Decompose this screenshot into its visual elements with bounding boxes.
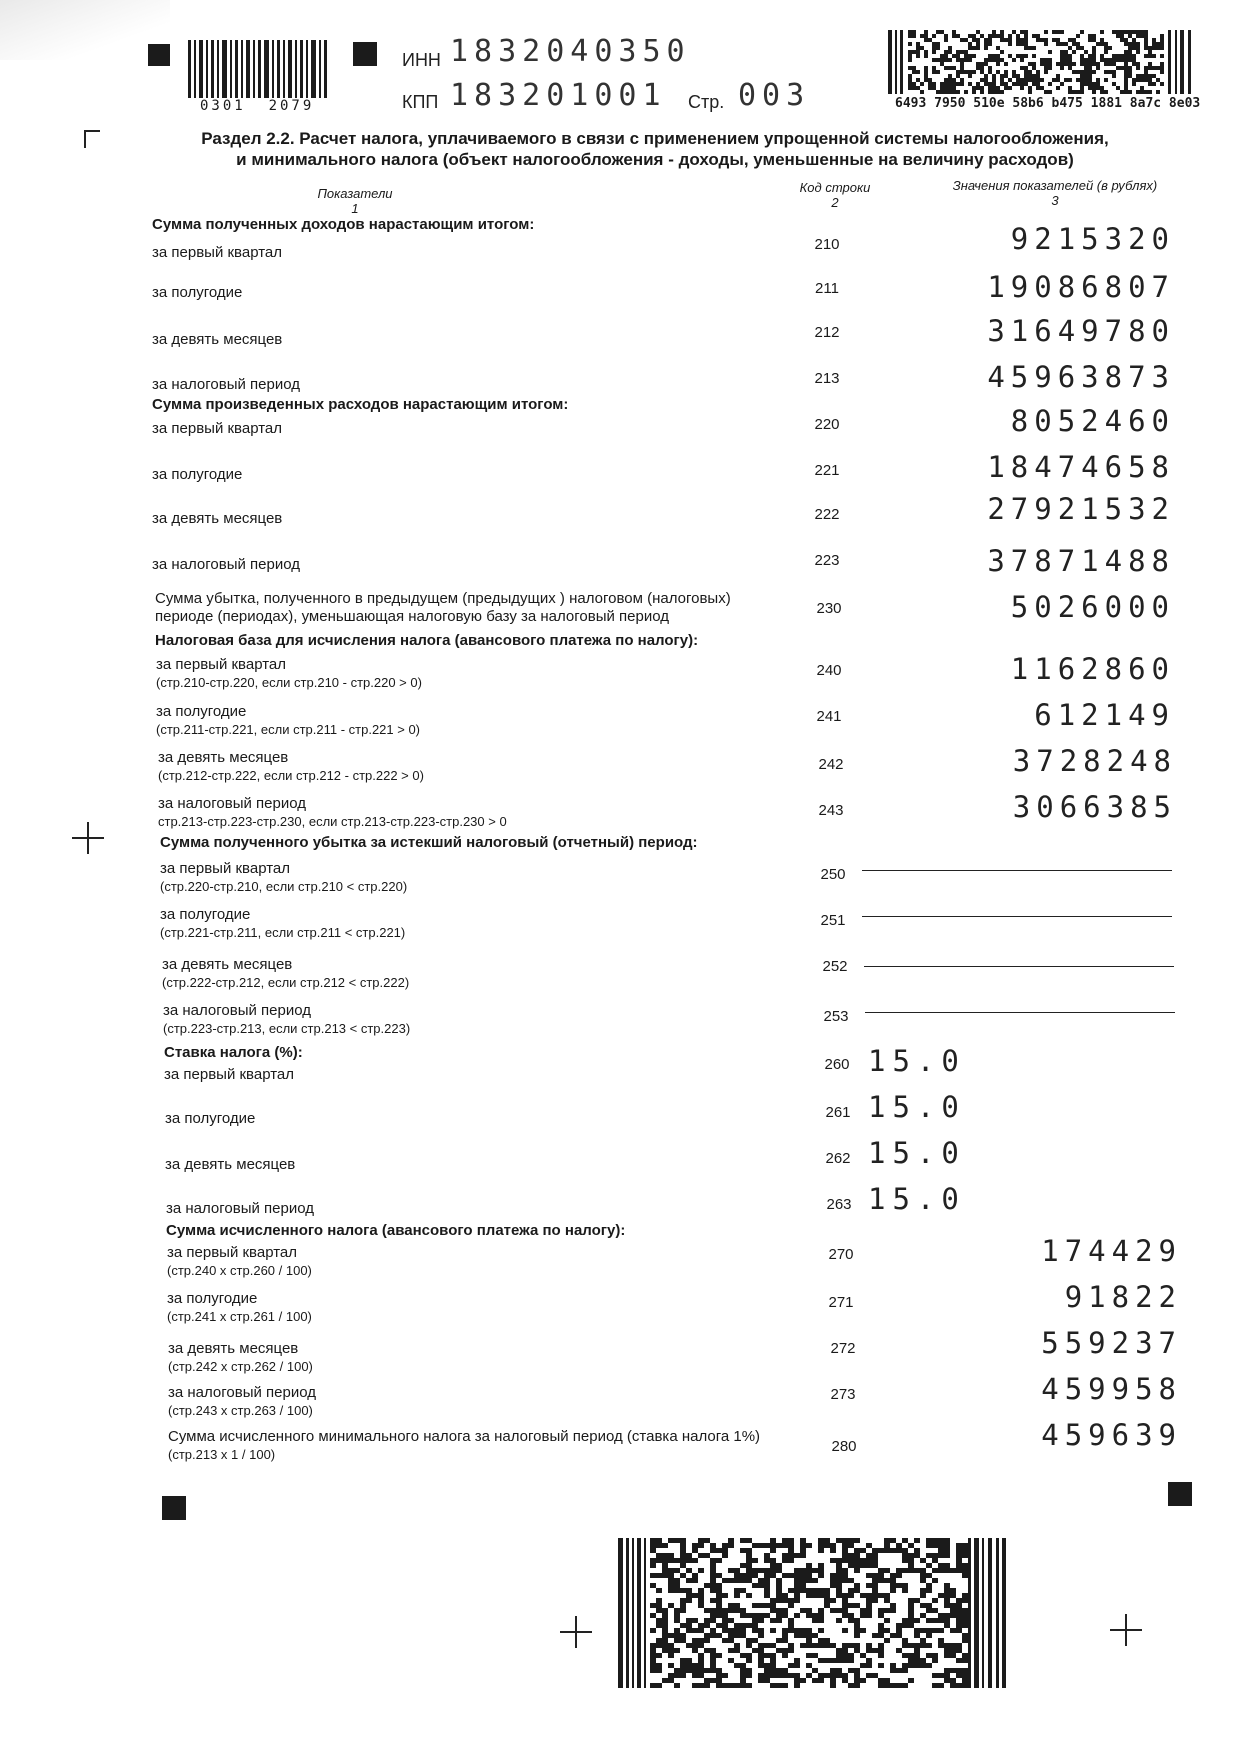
row-271-code: 271: [828, 1294, 854, 1311]
row-270-title: за первый квартал: [167, 1244, 298, 1261]
row-230-value: 5026000: [1010, 590, 1175, 624]
barcode-number: 0301 2079: [200, 98, 315, 114]
row-230-label: [155, 590, 731, 626]
row-221-label: за полугодие: [152, 466, 243, 483]
row-273-code: 273: [830, 1386, 856, 1403]
row-241-value: 612149: [1034, 698, 1175, 732]
row-280-code: 280: [831, 1438, 857, 1455]
document-hash: 6493 7950 510e 58b6 b475 1881 8a7c 8e03: [895, 96, 1201, 111]
row-253-empty-line: [865, 1012, 1175, 1013]
row-241-code: 241: [816, 708, 842, 725]
row-220-label: за первый квартал: [152, 420, 283, 437]
row-243-title: за налоговый период: [158, 795, 307, 812]
row-243-formula: стр.213-стр.223-стр.230, если стр.213-стр.223-стр.230 > 0: [158, 814, 507, 829]
row-251-empty-line: [862, 916, 1172, 917]
row-272-title: за девять месяцев: [168, 1340, 299, 1357]
row-243-code: 243: [818, 802, 844, 819]
row-252-label: [162, 956, 409, 992]
row-250-title: за первый квартал: [160, 860, 291, 877]
row-223-code: 223: [814, 552, 840, 569]
row-243-label: [158, 795, 507, 831]
kpp-label: КПП: [402, 92, 439, 112]
row-260-label: за первый квартал: [164, 1066, 295, 1083]
row-273-formula: (стр.243 х стр.263 / 100): [168, 1403, 313, 1418]
row-271-label: [167, 1290, 312, 1326]
row-250-code: 250: [820, 866, 846, 883]
row-220-value: 8052460: [1010, 404, 1175, 438]
row-242-value: 3728248: [1012, 744, 1177, 778]
row-263-code: 263: [826, 1196, 852, 1213]
marker-square-top-left: [148, 44, 170, 66]
row-280-formula: (стр.213 х 1 / 100): [168, 1447, 276, 1462]
row-212-value: 31649780: [987, 314, 1175, 348]
row-240-code: 240: [816, 662, 842, 679]
section-title: [160, 128, 1150, 170]
scan-fold: [0, 0, 170, 60]
row-223-value: 37871488: [987, 544, 1175, 578]
row-222-code: 222: [814, 506, 840, 523]
barcode-2d-top: [888, 30, 1194, 94]
row-272-label: [168, 1340, 313, 1376]
row-252-empty-line: [864, 966, 1174, 967]
row-260-code: 260: [824, 1056, 850, 1073]
row-211-label: за полугодие: [152, 284, 243, 301]
row-240-label: [156, 656, 422, 692]
row-270-code: 270: [828, 1246, 854, 1263]
section-title-line2: и минимального налога (объект налогообложения - доходы, уменьшенные на величину расходов): [236, 150, 1074, 169]
column-header-code-num: 2: [831, 195, 839, 210]
row-230-code: 230: [816, 600, 842, 617]
kpp-value: 183201001: [450, 78, 667, 113]
row-241-formula: (стр.211-стр.221, если стр.211 - стр.221 > 0): [156, 722, 421, 737]
row-221-code: 221: [814, 462, 840, 479]
row-212-code: 212: [814, 324, 840, 341]
row-242-label: [158, 749, 424, 785]
column-header-indicators: [280, 186, 430, 216]
marker-square-bottom-left: [162, 1496, 186, 1520]
section-tax-rate: Ставка налога (%):: [164, 1044, 303, 1061]
row-210-code: 210: [814, 236, 840, 253]
row-270-formula: (стр.240 х стр.260 / 100): [167, 1263, 312, 1278]
row-280-value: 459639: [1041, 1418, 1182, 1452]
row-210-value: 9215320: [1010, 222, 1175, 256]
row-222-value: 27921532: [987, 492, 1175, 526]
section-title-line1: Раздел 2.2. Расчет налога, уплачиваемого в связи с применением упрощенной системы налогообложения,: [201, 129, 1109, 148]
row-223-label: за налоговый период: [152, 556, 301, 573]
row-261-code: 261: [825, 1104, 851, 1121]
registration-cross-bottom-left: [560, 1616, 592, 1648]
row-273-value: 459958: [1041, 1372, 1182, 1406]
row-271-title: за полугодие: [167, 1290, 258, 1307]
inn-value: 1832040350: [450, 34, 691, 69]
row-251-label: [160, 906, 405, 942]
section-expenses: Сумма произведенных расходов нарастающим итогом:: [152, 396, 569, 413]
row-230-text-line1: Сумма убытка, полученного в предыдущем (предыдущих ) налоговом (налоговых): [155, 590, 731, 607]
row-242-formula: (стр.212-стр.222, если стр.212 - стр.222 > 0): [158, 768, 424, 783]
section-calculated-tax: Сумма исчисленного налога (авансового платежа по налогу):: [166, 1222, 626, 1239]
row-253-title: за налоговый период: [163, 1002, 312, 1019]
row-221-value: 18474658: [987, 450, 1175, 484]
page-value: 003: [738, 78, 811, 113]
row-241-title: за полугодие: [156, 703, 247, 720]
row-213-value: 45963873: [987, 360, 1175, 394]
row-271-formula: (стр.241 х стр.261 / 100): [167, 1309, 312, 1324]
row-251-formula: (стр.221-стр.211, если стр.211 < стр.221): [160, 925, 406, 940]
marker-square-top-mid: [353, 42, 377, 66]
page-label: Стр.: [688, 92, 725, 112]
column-header-indicators-num: 1: [351, 201, 359, 216]
row-261-label: за полугодие: [165, 1110, 256, 1127]
row-243-value: 3066385: [1012, 790, 1177, 824]
column-header-values-label: Значения показателей (в рублях): [952, 178, 1158, 193]
row-211-value: 19086807: [987, 270, 1175, 304]
column-header-values-num: 3: [1051, 193, 1059, 208]
row-271-value: 91822: [1064, 1280, 1182, 1314]
row-252-formula: (стр.222-стр.212, если стр.212 < стр.222): [162, 975, 410, 990]
row-280-text: Сумма исчисленного минимального налога за налоговый период (ставка налога 1%): [168, 1428, 761, 1445]
row-262-label: за девять месяцев: [165, 1156, 296, 1173]
row-272-value: 559237: [1041, 1326, 1182, 1360]
column-header-values: [920, 178, 1190, 208]
row-262-value: 15.0: [868, 1136, 966, 1170]
marker-square-bottom-right: [1168, 1482, 1192, 1506]
row-240-formula: (стр.210-стр.220, если стр.210 - стр.220 > 0): [156, 675, 422, 690]
barcode-2d-bottom: [618, 1538, 1006, 1688]
row-273-title: за налоговый период: [168, 1384, 317, 1401]
row-213-label: за налоговый период: [152, 376, 301, 393]
row-230-text-line2: периоде (периодах), уменьшающая налоговую базу за налоговый период: [155, 608, 669, 625]
registration-cross-bottom-right: [1110, 1614, 1142, 1646]
row-260-value: 15.0: [868, 1044, 966, 1078]
row-251-code: 251: [820, 912, 846, 929]
row-211-code: 211: [815, 280, 839, 297]
section-tax-base: Налоговая база для исчисления налога (авансового платежа по налогу):: [155, 632, 699, 649]
row-262-code: 262: [825, 1150, 851, 1167]
row-250-formula: (стр.220-стр.210, если стр.210 < стр.220): [160, 879, 408, 894]
row-261-value: 15.0: [868, 1090, 966, 1124]
row-270-label: [167, 1244, 312, 1280]
inn-label: ИНН: [402, 50, 441, 70]
row-242-code: 242: [818, 756, 844, 773]
row-242-title: за девять месяцев: [158, 749, 289, 766]
row-250-label: [160, 860, 407, 896]
row-253-code: 253: [823, 1008, 849, 1025]
row-240-value: 1162860: [1010, 652, 1175, 686]
row-270-value: 174429: [1041, 1234, 1182, 1268]
row-213-code: 213: [814, 370, 840, 387]
row-272-code: 272: [830, 1340, 856, 1357]
registration-cross-left: [72, 822, 104, 854]
column-header-code-label: Код строки: [799, 180, 871, 195]
row-220-code: 220: [814, 416, 840, 433]
row-263-value: 15.0: [868, 1182, 966, 1216]
row-212-label: за девять месяцев: [152, 331, 283, 348]
row-280-label: [168, 1428, 760, 1464]
row-273-label: [168, 1384, 316, 1420]
column-header-code: [775, 180, 895, 210]
row-252-code: 252: [822, 958, 848, 975]
row-253-label: [163, 1002, 410, 1038]
row-210-label: за первый квартал: [152, 244, 283, 261]
row-263-label: за налоговый период: [166, 1200, 315, 1217]
section-current-loss: Сумма полученного убытка за истекший налоговый (отчетный) период:: [160, 834, 698, 851]
row-272-formula: (стр.242 х стр.262 / 100): [168, 1359, 313, 1374]
row-240-title: за первый квартал: [156, 656, 287, 673]
row-253-formula: (стр.223-стр.213, если стр.213 < стр.223): [163, 1021, 411, 1036]
corner-bracket: [84, 130, 100, 148]
column-header-indicators-label: Показатели: [317, 186, 393, 201]
row-222-label: за девять месяцев: [152, 510, 283, 527]
section-income: Сумма полученных доходов нарастающим итогом:: [152, 216, 535, 233]
row-250-empty-line: [862, 870, 1172, 871]
barcode-linear: [188, 40, 328, 98]
row-241-label: [156, 703, 420, 739]
row-252-title: за девять месяцев: [162, 956, 293, 973]
row-251-title: за полугодие: [160, 906, 251, 923]
